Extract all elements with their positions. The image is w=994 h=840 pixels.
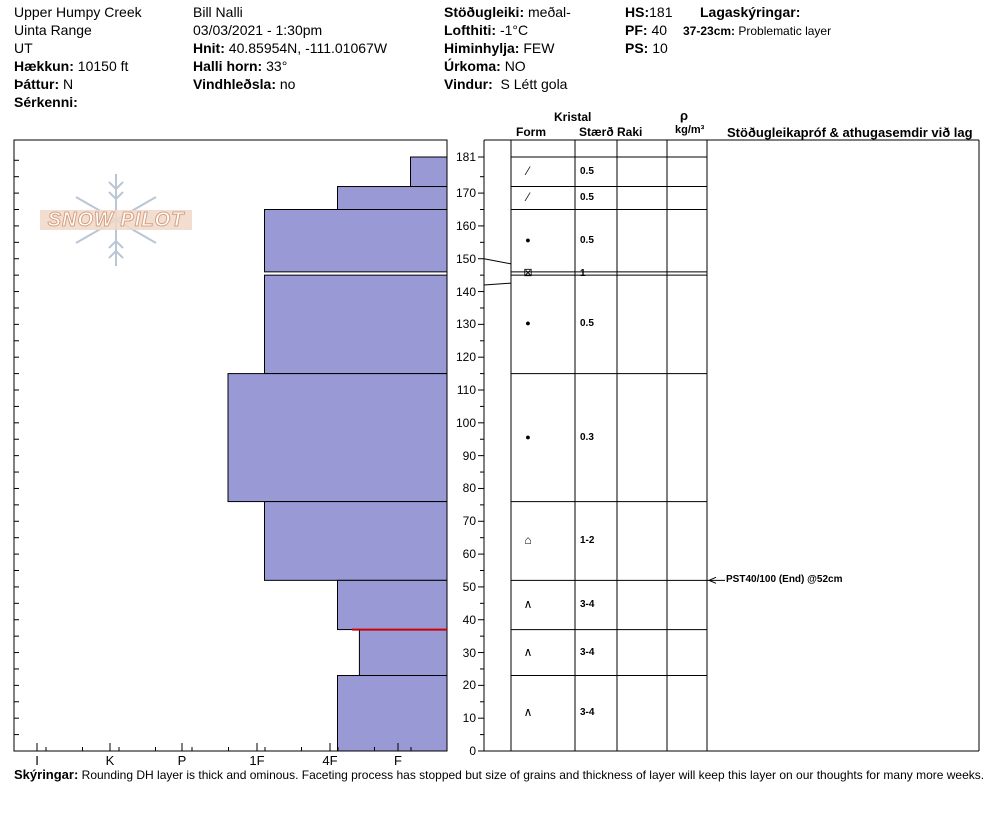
depth-label-90: 90 xyxy=(462,448,476,463)
grain-form-dot-icon: ● xyxy=(525,318,531,329)
grain-form-dash-icon: ⁄ xyxy=(526,190,529,205)
depth-label-20: 20 xyxy=(462,678,476,693)
snowpilot-logo xyxy=(40,170,192,270)
grain-size: 1-2 xyxy=(580,534,595,546)
ps: PS: 10 xyxy=(625,40,668,56)
grain-form-crust-icon: ⊠ xyxy=(523,266,533,279)
depth-label-160: 160 xyxy=(455,218,476,233)
layer-bar-9 xyxy=(338,676,448,751)
depth-label-80: 80 xyxy=(462,481,476,496)
hardness-label-F: F xyxy=(394,753,402,768)
layer-bar-6 xyxy=(265,502,448,581)
air-temp: Lofthiti: -1°C xyxy=(444,22,529,38)
slope: Halli horn: 33° xyxy=(193,58,288,74)
datetime: 03/03/2021 - 1:30pm xyxy=(193,22,323,38)
depth-label-110: 110 xyxy=(456,383,476,397)
depth-label-10: 10 xyxy=(462,711,476,726)
grain-size: 0.3 xyxy=(580,431,594,443)
observer: Bill Nalli xyxy=(193,4,243,20)
layer-bar-1 xyxy=(338,187,448,210)
sky-cover: Himinhylja: FEW xyxy=(444,40,555,56)
grain-size: 1 xyxy=(580,267,586,279)
location: Upper Humpy Creek xyxy=(14,4,142,20)
elevation: Hækkun: 10150 ft xyxy=(14,58,129,74)
col-moisture: Raki xyxy=(617,125,643,139)
hardness-label-I: I xyxy=(35,753,39,768)
col-crystal: Kristal xyxy=(554,110,592,124)
depth-label-150: 150 xyxy=(455,251,476,266)
col-tests: Stöðugleikapróf & athugasemdir við lag xyxy=(727,125,973,140)
depth-label-130: 130 xyxy=(455,317,476,332)
grain-size: 0.5 xyxy=(580,192,594,204)
depth-label-70: 70 xyxy=(462,514,476,529)
col-size: Stærð xyxy=(579,125,614,139)
col-rho: ρ xyxy=(680,108,689,123)
hardness-label-4F: 4F xyxy=(322,753,338,768)
coords: Hnit: 40.85954N, -111.01067W xyxy=(193,40,388,56)
pf: PF: 40 xyxy=(625,22,668,38)
layer-note: 37-23cm: Problematic layer xyxy=(683,24,832,38)
grain-form-dash-icon: ⁄ xyxy=(526,163,529,178)
layer-bar-2 xyxy=(265,210,448,272)
grain-form-rounding-facet-icon: ⌂ xyxy=(524,532,532,547)
depth-label-120: 120 xyxy=(455,350,476,365)
grain-form-depth-hoar-icon: ∧ xyxy=(523,644,533,659)
logo-text: SNOW PILOT xyxy=(47,209,185,231)
state: UT xyxy=(14,40,33,56)
layer-bar-5 xyxy=(228,374,447,502)
grain-size: 3-4 xyxy=(580,598,595,610)
crust-connector-top xyxy=(484,259,511,264)
grain-size: 0.5 xyxy=(580,318,594,330)
layer-bar-8 xyxy=(359,630,447,676)
stability-test-note: PST40/100 (End) @52cm xyxy=(726,574,843,586)
footer-comments: Skýringar: Rounding DH layer is thick and ominous. Faceting process has stopped but size of grains and thickness of layer will keep this layer on our thoughts for many more weeks. xyxy=(14,767,985,782)
aspect: Þáttur: N xyxy=(14,76,74,92)
col-form: Form xyxy=(516,125,546,139)
wind-load: Vindhleðsla: no xyxy=(193,76,296,92)
depth-label-170: 170 xyxy=(455,186,476,201)
precipitation: Úrkoma: NO xyxy=(444,58,526,74)
layer-bar-0 xyxy=(411,157,448,187)
wind: Vindur: S Létt gola xyxy=(444,76,568,92)
hardness-label-1F: 1F xyxy=(249,753,265,768)
layer-bar-4 xyxy=(265,275,448,373)
legend-title: Lagaskýringar: xyxy=(700,4,801,20)
grain-size: 0.5 xyxy=(580,165,594,177)
layer-bar-7 xyxy=(338,580,448,629)
depth-label-181: 181 xyxy=(455,150,476,164)
hardness-label-P: P xyxy=(177,753,187,768)
depth-label-50: 50 xyxy=(462,579,476,594)
grain-form-depth-hoar-icon: ∧ xyxy=(523,596,533,611)
stability: Stöðugleiki: meðal- xyxy=(444,4,571,20)
depth-label-30: 30 xyxy=(462,645,476,660)
hardness-label-K: K xyxy=(105,753,115,768)
grain-form-depth-hoar-icon: ∧ xyxy=(523,705,533,720)
crust-connector-bottom xyxy=(484,283,511,285)
depth-label-100: 100 xyxy=(455,415,476,430)
grain-form-dot-icon: ● xyxy=(525,234,531,245)
depth-label-0: 0 xyxy=(469,744,476,758)
features-label: Sérkenni: xyxy=(14,94,78,110)
grain-size: 0.5 xyxy=(580,234,594,246)
depth-label-140: 140 xyxy=(455,284,476,299)
grain-size: 3-4 xyxy=(580,646,595,658)
col-density-unit: kg/m³ xyxy=(675,124,705,136)
hs: HS:181 xyxy=(625,4,673,20)
depth-label-60: 60 xyxy=(462,547,476,562)
depth-label-40: 40 xyxy=(462,612,476,627)
grain-form-dot-icon: ● xyxy=(525,431,531,442)
grain-size: 3-4 xyxy=(580,707,595,719)
range: Uinta Range xyxy=(14,22,92,38)
